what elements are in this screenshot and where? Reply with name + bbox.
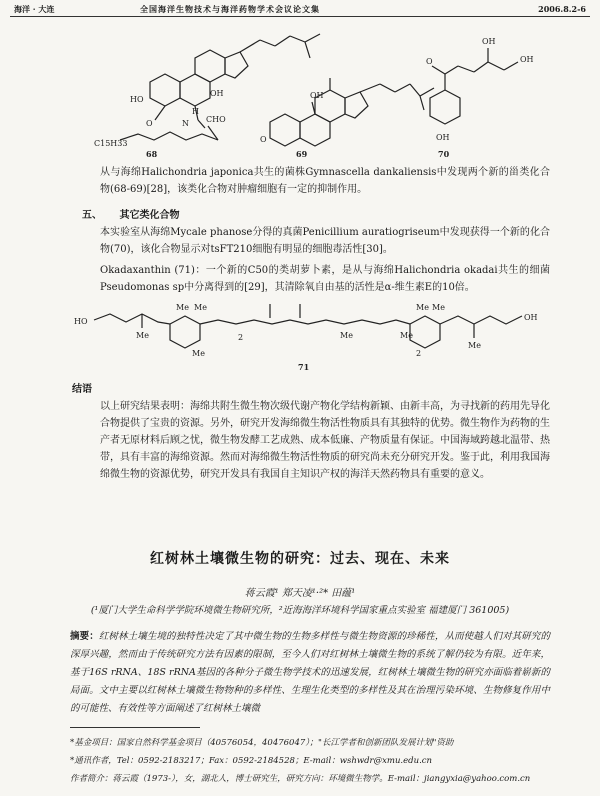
footnote-fund: *基金项目：国家自然科学基金项目（40576054，40476047）；"长江学者和创新团队发展计划"资助 (70, 738, 454, 748)
atom-label: OH (210, 89, 224, 98)
article-affiliation: (¹厦门大学生命科学学院环境微生物研究所，²近海海洋环境科学国家重点实验室 福建厦门 361005) (90, 605, 510, 616)
structures-68-70 (90, 22, 550, 158)
atom-label: N (182, 119, 189, 128)
atom-label: O (260, 135, 267, 144)
atom-label: Me (432, 303, 445, 312)
paragraph-68-69 (80, 164, 550, 198)
structure-diagram-71 (70, 294, 540, 374)
compound-number: 70 (438, 149, 450, 158)
paragraph-text: 以上研究结果表明：海绵共附生微生物次级代谢产物化学结构新颖、由新丰高，为寻找新的药用先导化合物提供了宝贵的资源。另外，研究开发海绵微生物活性物质具有其独特的优势。微生物作为药物的生产者无原材料后顾之忧，微生物发酵工艺成熟、成本低廉、产物质量有保证。中国海域跨越北温带、热带，具有丰富的海绵资源。然而对海绵微生物活性物质的研究尚未充分研究开发。鉴于此，利用我国海绵微生物的资源优势，研究开发具有我国自主知识产权的海洋天然药物具有重要的意义。 (100, 401, 550, 480)
paragraph-71 (80, 262, 550, 296)
atom-label: Me (194, 303, 207, 312)
atom-label: Me (400, 331, 413, 340)
conclusion-paragraph (80, 398, 550, 483)
article-authors: 蒋云霞¹ 郑天凌¹·²* 田蕴¹ (244, 588, 356, 599)
atom-label: CHO (206, 115, 226, 124)
abstract-text: 红树林土壤生境的独特性决定了其中微生物的生物多样性与微生物资源的珍稀性，从而使越人们对其研究的深厚兴趣，然而由于传统研究方法有因素的限制，至今人们对红树林土壤微生物的系统了解仍较为有限。近年来，基于16S rRNA、18S rRNA基因的各种分子微生物学技术的迅速发展，红树林土壤微生物的研究亦面临着崭新的局面。文中主要以红树林土壤微生物物种的多样性、生理生化类型的多样性及其在治理污染环境、生物修复作用中的可能性、有效性等方面阐述了红树林土壤微 (70, 631, 550, 714)
atom-label: 2 (416, 349, 422, 358)
atom-label: OH (482, 37, 496, 46)
compound-number: 68 (146, 149, 158, 158)
header-center: 全国海洋生物技术与海洋药物学术会议论文集 (140, 4, 320, 14)
conclusion-heading: 结语 (72, 384, 92, 395)
footnote-rule (70, 727, 200, 728)
paragraph-text: 本实验室从海绵Mycale phanose分得的真菌Penicillium auratiogriseum中发现获得一个新的化合物(70)，该化合物显示对tsFT210细胞有明显的细胞毒活性[30]。 (100, 227, 550, 255)
running-header (0, 4, 600, 16)
atom-label: Me (416, 303, 429, 312)
section-heading-5 (82, 206, 179, 221)
atom-label: Me (136, 331, 149, 340)
atom-label: 2 (238, 333, 244, 342)
structure-71 (70, 294, 540, 374)
article-abstract (70, 628, 550, 718)
header-rule (10, 16, 590, 17)
atom-label: H (192, 107, 199, 116)
atom-label: Me (468, 341, 481, 350)
compound-70-skeleton (430, 48, 518, 124)
atom-label: OH (524, 313, 538, 322)
atom-label: Me (192, 349, 205, 358)
abstract-label: 摘要： (70, 631, 99, 642)
footnote-author-intro: 作者简介：蒋云霞（1973-），女，湖北人，博士研究生，研究方向：环境微生物学。E-mail：jiangyxia@yahoo.com.cn (70, 774, 531, 784)
compound-number: 71 (298, 362, 310, 372)
compound-number: 69 (296, 149, 308, 158)
article-title: 红树林土壤微生物的研究：过去、现在、未来 (150, 551, 450, 567)
section-title: 其它类化合物 (119, 210, 180, 221)
structure-diagram-top (90, 22, 550, 158)
atom-label: O (146, 119, 153, 128)
atom-label: C15H33 (94, 139, 128, 148)
atom-label: HO (74, 317, 88, 326)
atom-label: Me (340, 331, 353, 340)
atom-label: OH (310, 91, 324, 100)
paragraph-text: 从与海绵Halichondria japonica共生的菌株Gymnascella dankaliensis中发现两个新的甾类化合物(68-69)[28]，该类化合物对肿瘤细胞有一定的抑制作用。 (100, 167, 550, 195)
compound-69-skeleton (270, 78, 434, 146)
footnote-contact: *通讯作者，Tel：0592-2183217；Fax：0592-2184528；E-mail：wshwdr@xmu.edu.cn (70, 756, 433, 766)
atom-label: OH (436, 133, 450, 142)
atom-label: OH (520, 55, 534, 64)
atom-label: HO (130, 95, 144, 104)
section-number: 五、 (82, 210, 102, 221)
paragraph-70 (80, 224, 550, 258)
atom-label: O (426, 57, 433, 66)
paragraph-text: Okadaxanthin (71)：一个新的C50的类胡萝卜素，是从与海绵Halichondria okadai共生的细菌Pseudomonas sp中分离得到的[29]，其清除氧自由基的活性是α-维生素E的10倍。 (100, 265, 550, 293)
atom-label: Me (176, 303, 189, 312)
header-left: 海洋 · 大连 (14, 4, 55, 14)
header-right: 2006.8.2-6 (538, 4, 586, 14)
